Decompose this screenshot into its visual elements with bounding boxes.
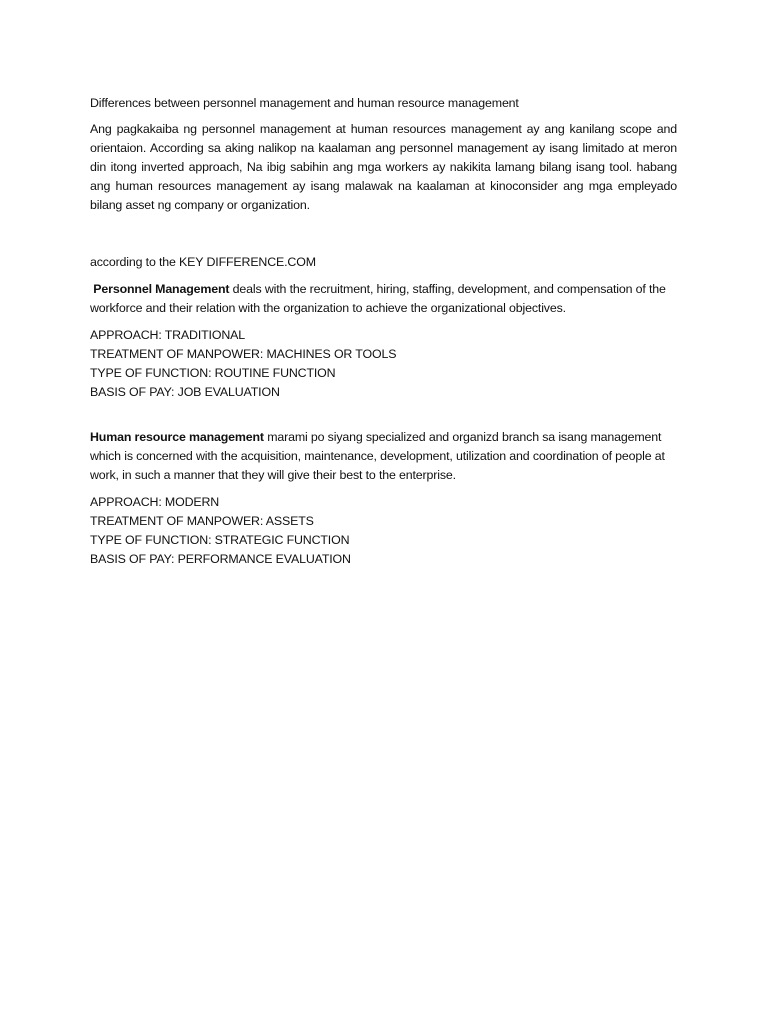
personnel-management-term: Personnel Management	[93, 282, 230, 296]
source-line: according to the KEY DIFFERENCE.COM	[90, 255, 316, 269]
fact-item: BASIS OF PAY: PERFORMANCE EVALUATION	[90, 552, 351, 566]
hrm-description	[90, 428, 677, 485]
intro-paragraph: Ang pagkakaiba ng personnel management at human resources management ay ang kanilang scope and orientaion. According sa aking nalikop na kaalaman ang personnel management ay isang limitado at meron din itong inverted approach, Na ibig sabihin ang mga workers ay nakikita lamang bilang isang tool. habang ang human resources management ay isang malawak na kaalaman at kinoconsider ang mga empleyado bilang asset ng company or organization.	[90, 122, 677, 212]
document-page	[90, 94, 677, 569]
personnel-management-facts	[90, 326, 677, 402]
document-title: Differences between personnel management and human resource management	[90, 96, 519, 110]
hrm-facts	[90, 493, 677, 569]
fact-item: TYPE OF FUNCTION: ROUTINE FUNCTION	[90, 366, 336, 380]
personnel-management-text: deals with the recruitment, hiring, staffing, development, and compensation of the workforce and their relation with the organization to achieve the organizational objectives.	[90, 282, 666, 315]
fact-item: TREATMENT OF MANPOWER: MACHINES OR TOOLS	[90, 347, 397, 361]
personnel-management-description	[90, 280, 677, 318]
fact-item: APPROACH: MODERN	[90, 495, 220, 509]
fact-item: TREATMENT OF MANPOWER: ASSETS	[90, 514, 314, 528]
fact-item: APPROACH: TRADITIONAL	[90, 328, 245, 342]
fact-item: BASIS OF PAY: JOB EVALUATION	[90, 385, 280, 399]
hrm-term: Human resource management	[90, 430, 264, 444]
hrm-text: marami po siyang specialized and organizd branch sa isang management which is concerned with the acquisition, maintenance, development, utilization and coordination of people at work, in such a manner that they will give their best to the enterprise.	[90, 430, 665, 482]
fact-item: TYPE OF FUNCTION: STRATEGIC FUNCTION	[90, 533, 350, 547]
